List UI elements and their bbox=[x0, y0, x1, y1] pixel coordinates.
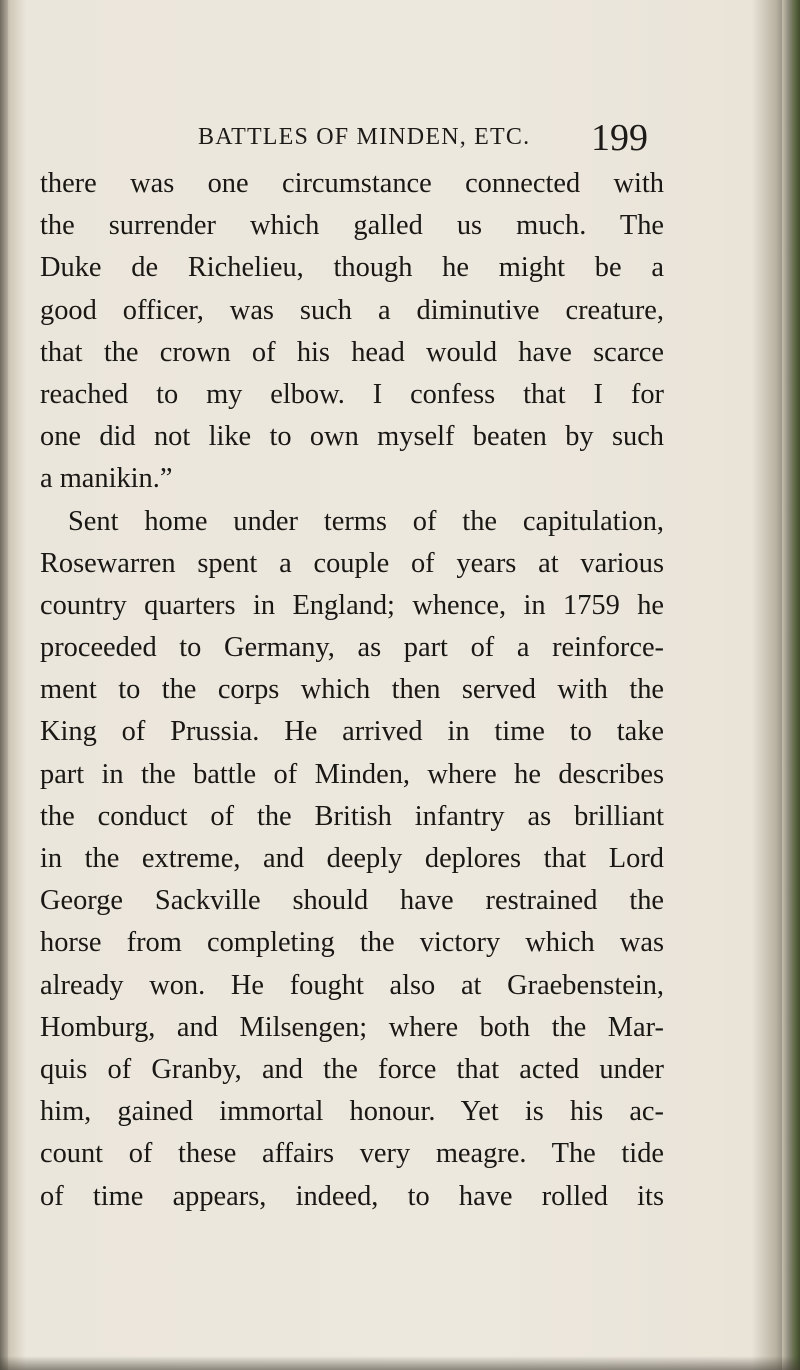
text-line: a manikin.” bbox=[40, 463, 173, 495]
page-bottom-shadow bbox=[0, 1356, 800, 1370]
text-line: the surrender which galled us much. The bbox=[40, 210, 664, 242]
text-line: of time appears, indeed, to have rolled its bbox=[40, 1180, 664, 1212]
page-header bbox=[198, 118, 658, 158]
text-line: ment to the corps which then served with the bbox=[40, 674, 664, 706]
text-line: King of Prussia. He arrived in time to take bbox=[40, 716, 664, 748]
text-line: Homburg, and Milsengen; where both the Mar- bbox=[40, 1011, 664, 1043]
text-line: him, gained immortal honour. Yet is his ac- bbox=[40, 1096, 664, 1128]
text-line: quis of Granby, and the force that acted under bbox=[40, 1053, 664, 1085]
text-line: in the extreme, and deeply deplores that Lord bbox=[40, 843, 664, 874]
text-line: there was one circumstance connected with bbox=[40, 168, 664, 199]
text-line: Duke de Richelieu, though he might be a bbox=[40, 252, 664, 284]
page-gutter-shadow bbox=[0, 0, 8, 1370]
page-number: 199 bbox=[591, 117, 648, 159]
text-line: good officer, was such a diminutive creature, bbox=[40, 294, 664, 326]
text-line: the conduct of the British infantry as brilliant bbox=[40, 800, 664, 832]
page-edge bbox=[782, 0, 800, 1370]
text-line: count of these affairs very meagre. The tide bbox=[40, 1138, 664, 1170]
text-line: that the crown of his head would have scarce bbox=[40, 336, 664, 368]
text-line: country quarters in England; whence, in 1759 he bbox=[40, 589, 664, 621]
text-line: part in the battle of Minden, where he describes bbox=[40, 758, 664, 790]
text-line: Rosewarren spent a couple of years at various bbox=[40, 547, 664, 579]
text-line: George Sackville should have restrained the bbox=[40, 885, 664, 917]
body-text bbox=[40, 163, 664, 1218]
text-line: one did not like to own myself beaten by such bbox=[40, 421, 664, 453]
text-line: horse from completing the victory which was bbox=[40, 927, 664, 959]
running-head: BATTLES OF MINDEN, ETC. bbox=[198, 124, 531, 150]
text-line: reached to my elbow. I confess that I for bbox=[40, 378, 664, 410]
text-line: Sent home under terms of the capitulation, bbox=[68, 505, 664, 537]
text-line: already won. He fought also at Graebenstein, bbox=[40, 969, 664, 1001]
text-line: proceeded to Germany, as part of a reinforce- bbox=[40, 632, 664, 664]
